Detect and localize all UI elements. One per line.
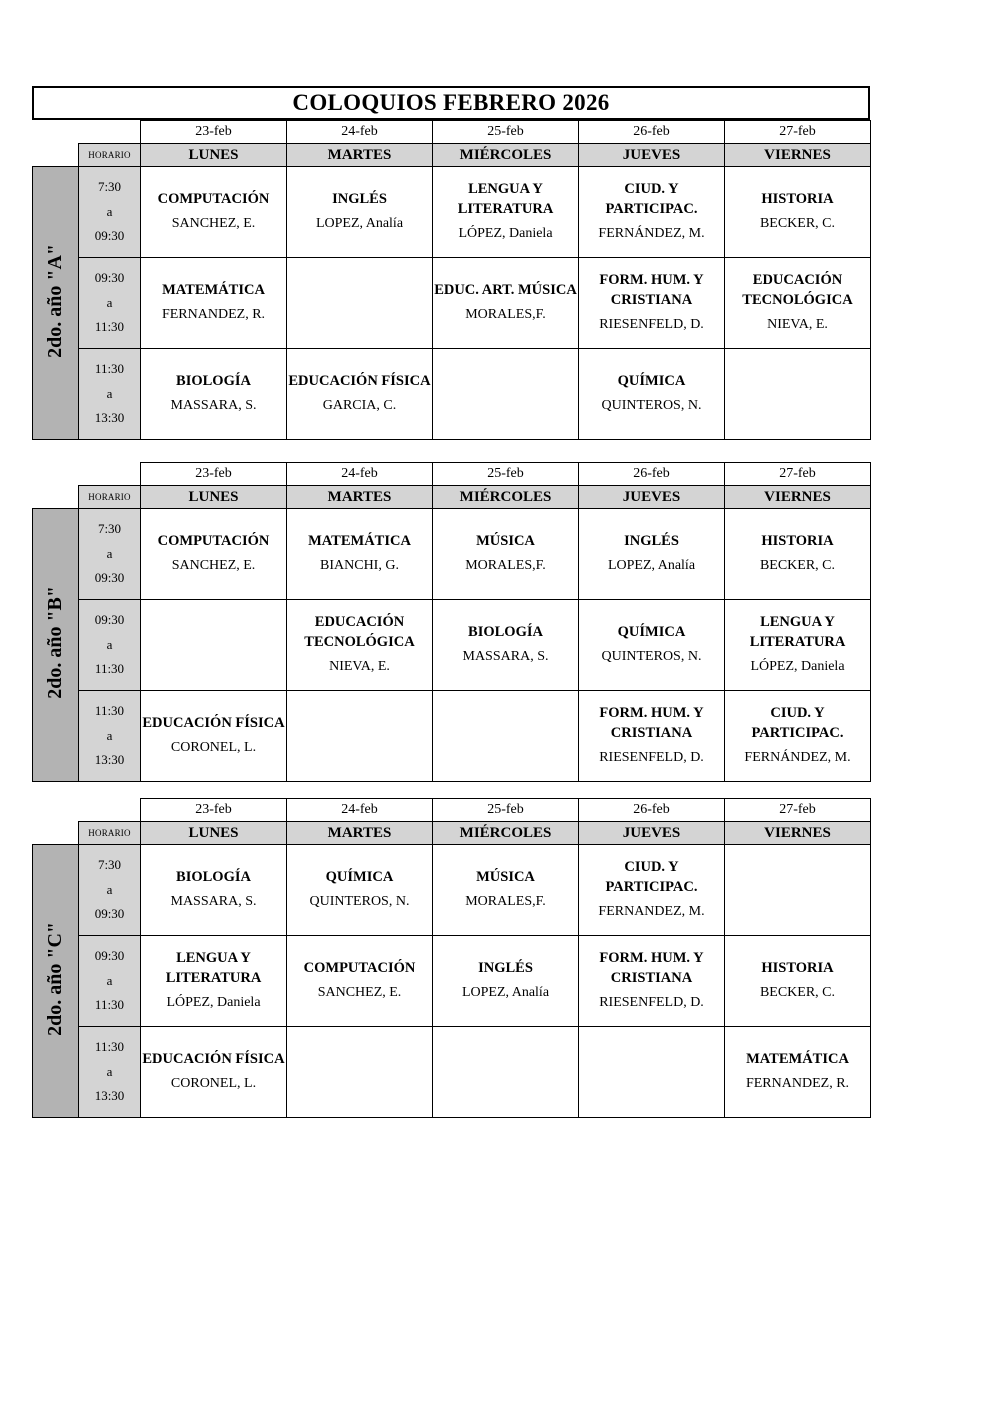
day-header-cell: VIERNES [725,822,871,845]
subject-name: MÚSICA [476,868,535,885]
exam-slot [433,167,579,258]
day-header-cell: JUEVES [579,486,725,509]
subject-name: CIUD. Y PARTICIPAC. [605,858,698,895]
time-end: 11:30 [94,661,125,677]
time-start: 09:30 [94,611,125,627]
subject-name: HISTORIA [761,532,834,549]
day-header-cell: LUNES [141,822,287,845]
day-header-cell: MARTES [287,486,433,509]
empty-slot [287,1027,433,1118]
date-header-row [33,463,871,486]
teacher-name: RIESENFELD, D. [599,995,704,1011]
schedule-block-a [32,120,870,440]
time-range-cell [79,1027,141,1118]
teacher-name: QUINTEROS, N. [601,649,702,665]
time-separator: a [106,727,113,743]
time-range-cell [79,258,141,349]
date-header-cell: 24-feb [287,121,433,144]
document-title-bar [32,86,870,120]
table-row [33,600,871,691]
table-row [33,691,871,782]
teacher-name: MORALES,F. [465,307,546,323]
exam-slot [287,349,433,440]
teacher-name: BECKER, C. [759,216,836,232]
subject-name: BIOLOGÍA [176,868,251,885]
teacher-name: MASSARA, S. [170,894,257,910]
schedule-block-b [32,462,870,782]
date-header-row [33,121,871,144]
spacer-cell [79,121,141,144]
teacher-name: QUINTEROS, N. [601,398,702,414]
exam-slot [725,1027,871,1118]
empty-slot [433,1027,579,1118]
horario-header-cell: HORARIO [79,144,141,167]
subject-name: LENGUA Y LITERATURA [457,180,554,217]
time-separator: a [106,294,113,310]
subject-name: EDUCACIÓN TECNOLÓGICA [304,613,415,650]
date-header-cell: 24-feb [287,463,433,486]
horario-header-cell: HORARIO [79,486,141,509]
teacher-name: FERNANDEZ, R. [745,1076,850,1092]
date-header-row [33,799,871,822]
teacher-name: FERNÁNDEZ, M. [744,750,851,766]
day-header-row [33,144,871,167]
empty-slot [433,349,579,440]
schedule-table [32,120,871,440]
subject-name: LENGUA Y LITERATURA [165,949,262,986]
subject-name: LENGUA Y LITERATURA [749,613,846,650]
teacher-name: LÓPEZ, Daniela [166,995,261,1011]
date-header-cell: 26-feb [579,121,725,144]
exam-slot [725,600,871,691]
time-start: 7:30 [97,178,122,194]
exam-slot [141,349,287,440]
time-start: 11:30 [94,1038,125,1054]
date-header-cell: 27-feb [725,121,871,144]
day-header-cell: MARTES [287,822,433,845]
teacher-name: LOPEZ, Analía [461,985,550,1001]
time-separator: a [106,972,113,988]
exam-slot [141,691,287,782]
time-range-cell [79,845,141,936]
subject-name: MATEMÁTICA [308,532,411,549]
teacher-name: NIEVA, E. [767,317,828,333]
date-header-cell: 24-feb [287,799,433,822]
exam-slot [725,936,871,1027]
spacer-cell [33,822,79,845]
subject-name: FORM. HUM. Y CRISTIANA [599,704,704,741]
teacher-name: QUINTEROS, N. [309,894,410,910]
teacher-name: RIESENFELD, D. [599,750,704,766]
table-row [33,349,871,440]
exam-slot [141,936,287,1027]
subject-name: EDUC. ART. MÚSICA [434,281,577,298]
day-header-cell: VIERNES [725,486,871,509]
exam-slot [433,936,579,1027]
day-header-cell: MIÉRCOLES [433,144,579,167]
day-header-cell: LUNES [141,144,287,167]
teacher-name: LÓPEZ, Daniela [750,659,845,675]
schedule-block-c [32,798,870,1118]
exam-slot [287,845,433,936]
date-header-cell: 23-feb [141,799,287,822]
time-separator: a [106,203,113,219]
course-label-text: 2do. año "A" [44,243,66,358]
table-row [33,1027,871,1118]
exam-slot [579,167,725,258]
exam-slot [725,167,871,258]
time-end: 09:30 [94,570,125,586]
subject-name: MATEMÁTICA [162,281,265,298]
time-end: 09:30 [94,228,125,244]
exam-slot [725,509,871,600]
exam-slot [725,258,871,349]
exam-slot [287,167,433,258]
date-header-cell: 26-feb [579,799,725,822]
exam-slot [141,167,287,258]
subject-name: FORM. HUM. Y CRISTIANA [599,271,704,308]
time-range-cell [79,167,141,258]
spacer-cell [33,463,79,486]
spacer-cell [33,121,79,144]
teacher-name: GARCIA, C. [322,398,397,414]
time-range-cell [79,691,141,782]
subject-name: BIOLOGÍA [468,623,543,640]
date-header-cell: 23-feb [141,463,287,486]
subject-name: COMPUTACIÓN [157,190,270,207]
subject-name: INGLÉS [624,532,679,549]
empty-slot [579,1027,725,1118]
day-header-cell: MIÉRCOLES [433,486,579,509]
subject-name: COMPUTACIÓN [303,959,416,976]
time-end: 13:30 [94,410,125,426]
subject-name: EDUCACIÓN FÍSICA [142,1050,285,1067]
subject-name: EDUCACIÓN FÍSICA [142,714,285,731]
empty-slot [433,691,579,782]
subject-name: INGLÉS [478,959,533,976]
exam-slot [579,936,725,1027]
exam-slot [579,509,725,600]
empty-slot [725,349,871,440]
time-end: 11:30 [94,997,125,1013]
exam-slot [141,845,287,936]
subject-name: MATEMÁTICA [746,1050,849,1067]
teacher-name: LÓPEZ, Daniela [458,226,553,242]
time-end: 11:30 [94,319,125,335]
table-row [33,936,871,1027]
spacer-cell [33,799,79,822]
page-title: COLOQUIOS FEBRERO 2026 [292,90,610,115]
time-separator: a [106,1063,113,1079]
day-header-cell: JUEVES [579,822,725,845]
time-start: 11:30 [94,702,125,718]
day-header-cell: MIÉRCOLES [433,822,579,845]
exam-slot [287,509,433,600]
exam-slot [287,600,433,691]
time-start: 7:30 [97,520,122,536]
time-start: 09:30 [94,947,125,963]
subject-name: COMPUTACIÓN [157,532,270,549]
date-header-cell: 25-feb [433,121,579,144]
subject-name: HISTORIA [761,190,834,207]
schedule-table [32,462,871,782]
date-header-cell: 25-feb [433,463,579,486]
exam-slot [725,691,871,782]
teacher-name: BECKER, C. [759,985,836,1001]
exam-slot [579,691,725,782]
time-range-cell [79,600,141,691]
date-header-cell: 27-feb [725,463,871,486]
teacher-name: CORONEL, L. [170,1076,257,1092]
day-header-row [33,822,871,845]
teacher-name: LOPEZ, Analía [607,558,696,574]
teacher-name: MASSARA, S. [170,398,257,414]
teacher-name: NIEVA, E. [329,659,390,675]
time-start: 09:30 [94,269,125,285]
subject-name: MÚSICA [476,532,535,549]
table-row [33,167,871,258]
teacher-name: RIESENFELD, D. [599,317,704,333]
time-range-cell [79,509,141,600]
course-label-text: 2do. año "B" [44,586,66,699]
teacher-name: LOPEZ, Analía [315,216,404,232]
exam-slot [579,845,725,936]
teacher-name: BECKER, C. [759,558,836,574]
exam-slot [579,349,725,440]
subject-name: HISTORIA [761,959,834,976]
exam-slot [433,509,579,600]
subject-name: CIUD. Y PARTICIPAC. [751,704,844,741]
day-header-cell: VIERNES [725,144,871,167]
time-separator: a [106,881,113,897]
subject-name: BIOLOGÍA [176,372,251,389]
teacher-name: BIANCHI, G. [320,558,399,574]
horario-header-cell: HORARIO [79,822,141,845]
date-header-cell: 26-feb [579,463,725,486]
course-label-text: 2do. año "C" [44,921,66,1036]
teacher-name: MASSARA, S. [462,649,549,665]
time-start: 7:30 [97,856,122,872]
empty-slot [141,600,287,691]
day-header-row [33,486,871,509]
spacer-cell [79,463,141,486]
exam-slot [287,936,433,1027]
subject-name: QUÍMICA [617,372,686,389]
teacher-name: CORONEL, L. [170,740,257,756]
exam-slot [141,1027,287,1118]
course-label [33,509,79,782]
teacher-name: FERNÁNDEZ, M. [598,226,705,242]
date-header-cell: 23-feb [141,121,287,144]
teacher-name: SANCHEZ, E. [317,985,402,1001]
time-end: 09:30 [94,906,125,922]
time-separator: a [106,385,113,401]
time-separator: a [106,545,113,561]
exam-slot [141,258,287,349]
time-end: 13:30 [94,752,125,768]
course-label [33,845,79,1118]
exam-slot [433,258,579,349]
time-range-cell [79,349,141,440]
exam-slot [433,600,579,691]
teacher-name: MORALES,F. [465,558,546,574]
subject-name: CIUD. Y PARTICIPAC. [605,180,698,217]
teacher-name: MORALES,F. [465,894,546,910]
teacher-name: FERNANDEZ, M. [598,904,705,920]
teacher-name: SANCHEZ, E. [171,216,256,232]
course-label [33,167,79,440]
exam-slot [141,509,287,600]
empty-slot [287,691,433,782]
time-start: 11:30 [94,360,125,376]
table-row [33,845,871,936]
date-header-cell: 27-feb [725,799,871,822]
day-header-cell: MARTES [287,144,433,167]
empty-slot [725,845,871,936]
exam-slot [433,845,579,936]
subject-name: QUÍMICA [617,623,686,640]
subject-name: EDUCACIÓN TECNOLÓGICA [742,271,853,308]
spacer-cell [79,799,141,822]
subject-name: FORM. HUM. Y CRISTIANA [599,949,704,986]
subject-name: INGLÉS [332,190,387,207]
day-header-cell: JUEVES [579,144,725,167]
time-range-cell [79,936,141,1027]
date-header-cell: 25-feb [433,799,579,822]
day-header-cell: LUNES [141,486,287,509]
time-separator: a [106,636,113,652]
schedule-table [32,798,871,1118]
spacer-cell [33,144,79,167]
subject-name: QUÍMICA [325,868,394,885]
exam-slot [579,258,725,349]
empty-slot [287,258,433,349]
subject-name: EDUCACIÓN FÍSICA [288,372,431,389]
spacer-cell [33,486,79,509]
teacher-name: SANCHEZ, E. [171,558,256,574]
exam-slot [579,600,725,691]
table-row [33,509,871,600]
teacher-name: FERNANDEZ, R. [161,307,266,323]
time-end: 13:30 [94,1088,125,1104]
table-row [33,258,871,349]
